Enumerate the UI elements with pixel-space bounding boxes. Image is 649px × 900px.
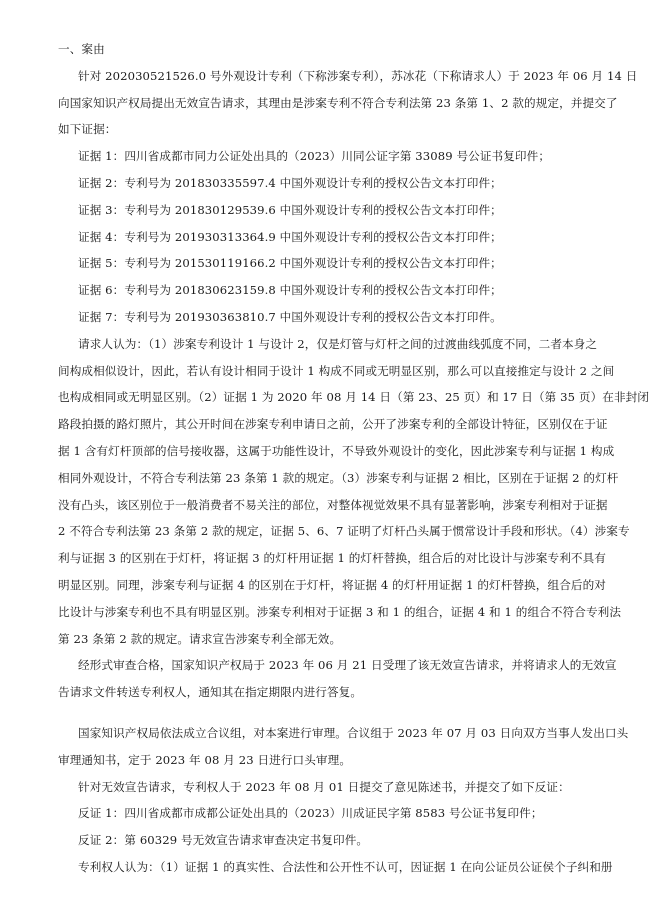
text-line: 路段拍摄的路灯照片，其公开时间在涉案专利申请日之前，公开了涉案专利的全部设计特征，区别仅在于证 — [58, 417, 608, 432]
text-line: 第 23 条第 2 款的规定。请求宣告涉案专利全部无效。 — [58, 631, 342, 646]
evidence-item: 证据 7：专利号为 201930363810.7 中国外观设计专利的授权公告文本打印件。 — [78, 309, 502, 324]
text-line: 国家知识产权局依法成立合议组，对本案进行审理。合议组于 2023 年 07 月 03 日向双方当事人发出口头 — [78, 725, 629, 740]
evidence-item: 证据 6：专利号为 201830623159.8 中国外观设计专利的授权公告文本打印件； — [78, 283, 502, 298]
text-line: 如下证据： — [58, 122, 117, 137]
text-line: 2 不符合专利法第 23 条第 2 款的规定，证据 5、6、7 证明了灯杆凸头属于惯常设计手段和形状。（4）涉案专 — [58, 524, 630, 539]
text-line: 明显区别。同理，涉案专利与证据 4 的区别在于灯杆，将证据 4 的灯杆用证据 1 的灯杆替换，组合后的对 — [58, 577, 606, 592]
text-line: 告请求文件转送专利权人，通知其在指定期限内进行答复。 — [58, 685, 363, 700]
text-line: 没有凸头，该区别位于一般消费者不易关注的部位，对整体视觉效果不具有显著影响，涉案专利相对于证据 — [58, 497, 608, 512]
text-line: 经形式审查合格，国家知识产权局于 2023 年 06 月 21 日受理了该无效宣告请求，并将请求人的无效宣 — [78, 658, 617, 673]
text-line: 请求人认为：（1）涉案专利设计 1 与设计 2，仅是灯管与灯杆之间的过渡曲线弧度不同，二者本身之 — [78, 336, 598, 351]
counter-evidence-item: 反证 1：四川省成都市成都公证处出具的（2023）川成证民字第 8583 号公证书复印件； — [78, 806, 543, 821]
text-line: 针对 202030521526.0 号外观设计专利（下称涉案专利），苏冰花（下称请求人）于 2023 年 06 月 14 日 — [78, 68, 638, 83]
text-line: 比设计与涉案专利也不具有明显区别。涉案专利相对于证据 3 和 1 的组合，证据 4 和 1 的组合不符合专利法 — [58, 604, 622, 619]
paragraph-case-intro — [58, 63, 638, 143]
evidence-item: 证据 4：专利号为 201930313364.9 中国外观设计专利的授权公告文本打印件； — [78, 229, 502, 244]
text-line: 相同外观设计，不符合专利法第 23 条第 1 款的规定。（3）涉案专利与证据 2 相比，区别在于证据 2 的灯杆 — [58, 470, 619, 485]
text-line: 也构成相同或无明显区别。（2）证据 1 为 2020 年 08 月 14 日（第 23、25 页）和 17 日（第 35 页）在非封闭 — [58, 390, 649, 405]
paragraph-gap — [58, 706, 586, 720]
evidence-item: 证据 1：四川省成都市同力公证处出具的（2023）川同公证字第 33089 号公证书复印件； — [78, 149, 551, 164]
text-line: 间构成相似设计，因此，若认有设计相同于设计 1 构成不同或无明显区别，那么可以直接推定与设计 2 之间 — [58, 363, 615, 378]
text-line: 审理通知书，定于 2023 年 08 月 23 日进行口头审理。 — [58, 752, 352, 767]
text-line: 利与证据 3 的区别在于灯杆，将证据 3 的灯杆用证据 1 的灯杆替换，组合后的对比设计与涉案专利不具有 — [58, 551, 606, 566]
paragraph-requester-argument — [58, 331, 649, 653]
text-line: 专利权人认为：（1）证据 1 的真实性、合法性和公开性不认可，因证据 1 在向公证员公证侯个子纠和册 — [78, 859, 613, 874]
evidence-item: 证据 2：专利号为 201830335597.4 中国外观设计专利的授权公告文本打印件； — [78, 175, 502, 190]
paragraph-collegial-panel — [58, 720, 629, 774]
evidence-item: 证据 5：专利号为 201530119166.2 中国外观设计专利的授权公告文本打印件； — [78, 256, 502, 271]
document-page — [58, 36, 649, 881]
text-line: 针对无效宣告请求，专利权人于 2023 年 08 月 01 日提交了意见陈述书，并提交了如下反证： — [78, 779, 570, 794]
section-heading: 一、案由 — [58, 42, 105, 56]
paragraph-formal-review — [58, 652, 617, 706]
text-line: 据 1 含有灯杆顶部的信号接收器，这属于功能性设计，不导致外观设计的变化，因此涉案专利与证据 1 构成 — [58, 443, 615, 458]
counter-evidence-item: 反证 2：第 60329 号无效宣告请求审查决定书复印件。 — [78, 833, 369, 848]
evidence-item: 证据 3：专利号为 201830129539.6 中国外观设计专利的授权公告文本打印件； — [78, 202, 502, 217]
text-line: 向国家知识产权局提出无效宣告请求，其理由是涉案专利不符合专利法第 23 条第 1、2 款的规定，并提交了 — [58, 95, 618, 110]
